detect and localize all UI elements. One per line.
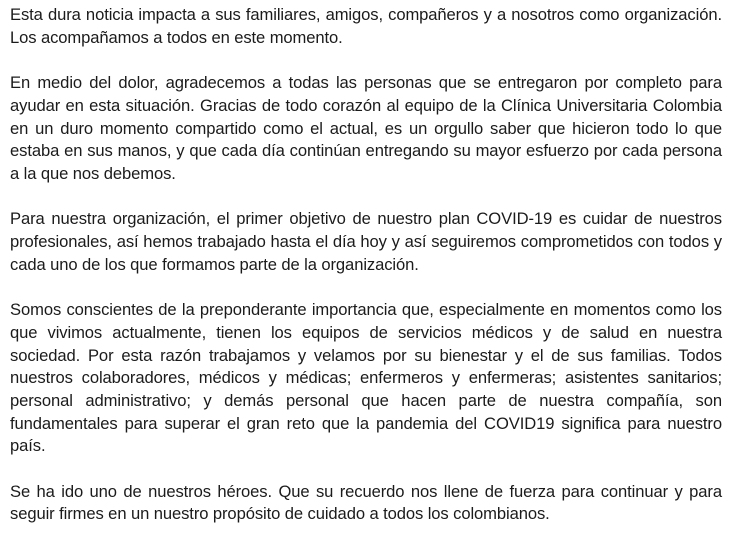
document-body	[10, 4, 722, 526]
paragraph-closing: Se ha ido uno de nuestros héroes. Que su recuerdo nos llene de fuerza para continuar y para seguir firmes en un nuestro propósito de cuidado a todos los colombianos.	[10, 481, 722, 524]
paragraph-gratitude: En medio del dolor, agradecemos a todas las personas que se entregaron por completo para ayudar en esta situación. Gracias de todo corazón al equipo de la Clínica Universitaria Colombia en un duro momento compartido como el actual, es un orgullo saber que hicieron todo lo que estaba en sus manos, y que cada día continúan entregando su mayor esfuerzo por cada persona a la que nos debemos.	[10, 73, 722, 183]
paragraph-covid-plan: Para nuestra organización, el primer objetivo de nuestro plan COVID-19 es cuidar de nuestros profesionales, así hemos trabajado hasta el día hoy y así seguiremos comprometidos con todos y cada uno de los que formamos parte de la organización.	[10, 209, 722, 274]
paragraph-condolence: Esta dura noticia impacta a sus familiares, amigos, compañeros y a nosotros como organización. Los acompañamos a todos en este momento.	[10, 5, 722, 47]
paragraph-health-teams: Somos conscientes de la preponderante importancia que, especialmente en momentos como los que vivimos actualmente, tienen los equipos de servicios médicos y de salud en nuestra sociedad. Por esta razón trabajamos y velamos por su bienestar y el de sus familias. Todos nuestros colaboradores, médicos y médicas; enfermeros y enfermeras; asistentes sanitarios; personal administrativo; y demás personal que hacen parte de nuestra compañía, son fundamentales para superar el gran reto que la pandemia del COVID19 significa para nuestro país.	[10, 300, 722, 456]
